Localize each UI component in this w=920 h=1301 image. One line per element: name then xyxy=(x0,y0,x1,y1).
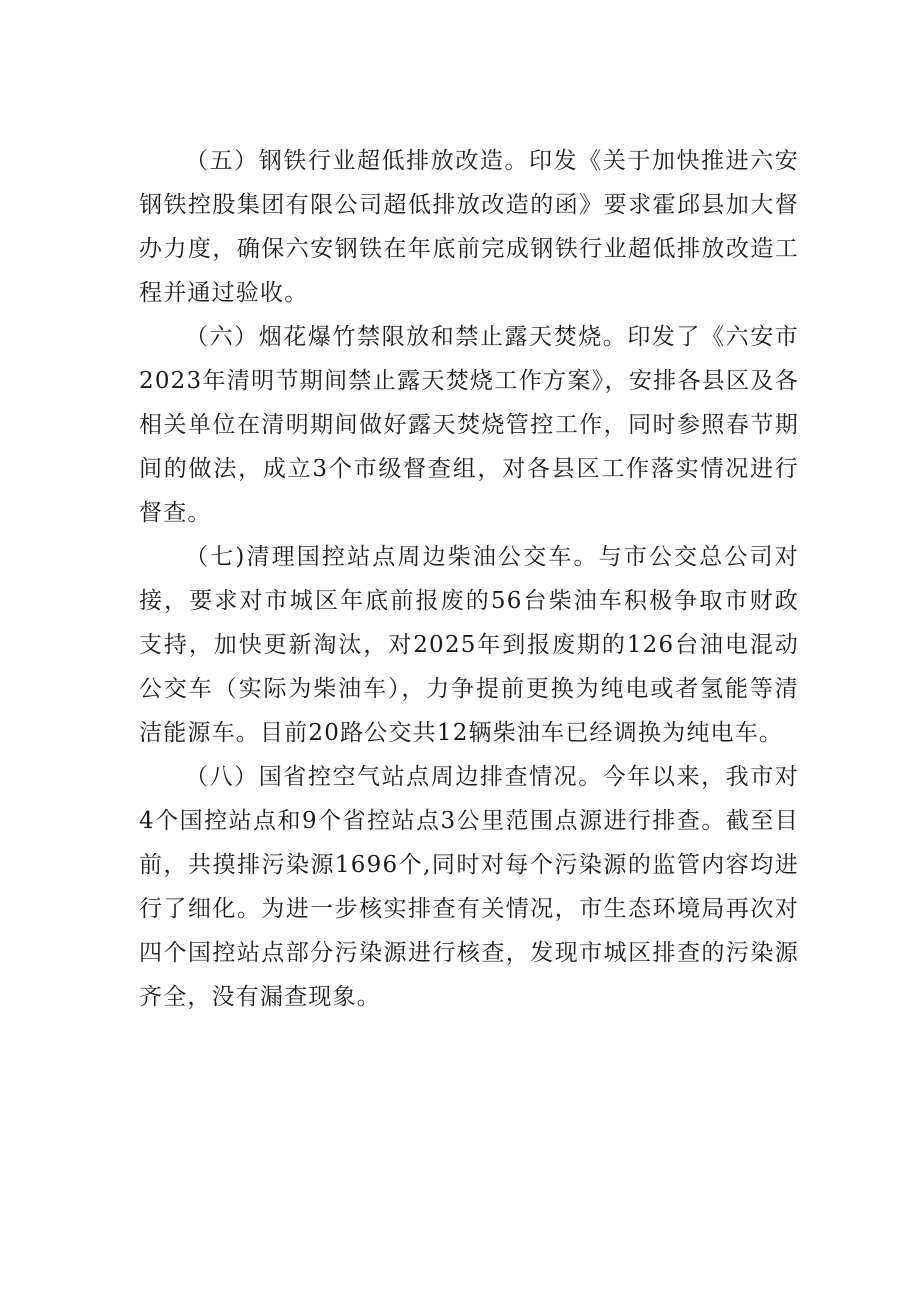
paragraph-diesel-bus-cleanup: （七)清理国控站点周边柴油公交车。与市公交总公司对接，要求对市城区年底前报废的56台柴油车积极争取市财政支持，加快更新淘汰，对2025年到报废期的126台油电混动公交车（实际为柴油车），力争提前更换为纯电或者氢能等清洁能源车。目前20路公交共12辆柴油车已经调换为纯电车。 xyxy=(139,544,799,746)
paragraph-air-station-survey: （八）国省控空气站点周边排查情况。今年以来，我市对4个国控站点和9个省控站点3公里范围点源进行排查。截至目前，共摸排污染源1696个,同时对每个污染源的监管内容均进行了细化。为进一步核实排查有关情况，市生态环境局再次对四个国控站点部分污染源进行核查，发现市城区排查的污染源齐全，没有漏查现象。 xyxy=(139,764,799,1010)
document-body xyxy=(139,139,799,1019)
paragraph-fireworks-open-burning: （六）烟花爆竹禁限放和禁止露天焚烧。印发了《六安市2023年清明节期间禁止露天焚烧工作方案》，安排各县区及各相关单位在清明期间做好露天焚烧管控工作，同时参照春节期间的做法，成立3个市级督查组，对各县区工作落实情况进行督查。 xyxy=(139,324,799,526)
paragraph-steel-ultra-low-emission: （五）钢铁行业超低排放改造。印发《关于加快推进六安钢铁控股集团有限公司超低排放改造的函》要求霍邱县加大督办力度，确保六安钢铁在年底前完成钢铁行业超低排放改造工程并通过验收。 xyxy=(139,148,799,306)
